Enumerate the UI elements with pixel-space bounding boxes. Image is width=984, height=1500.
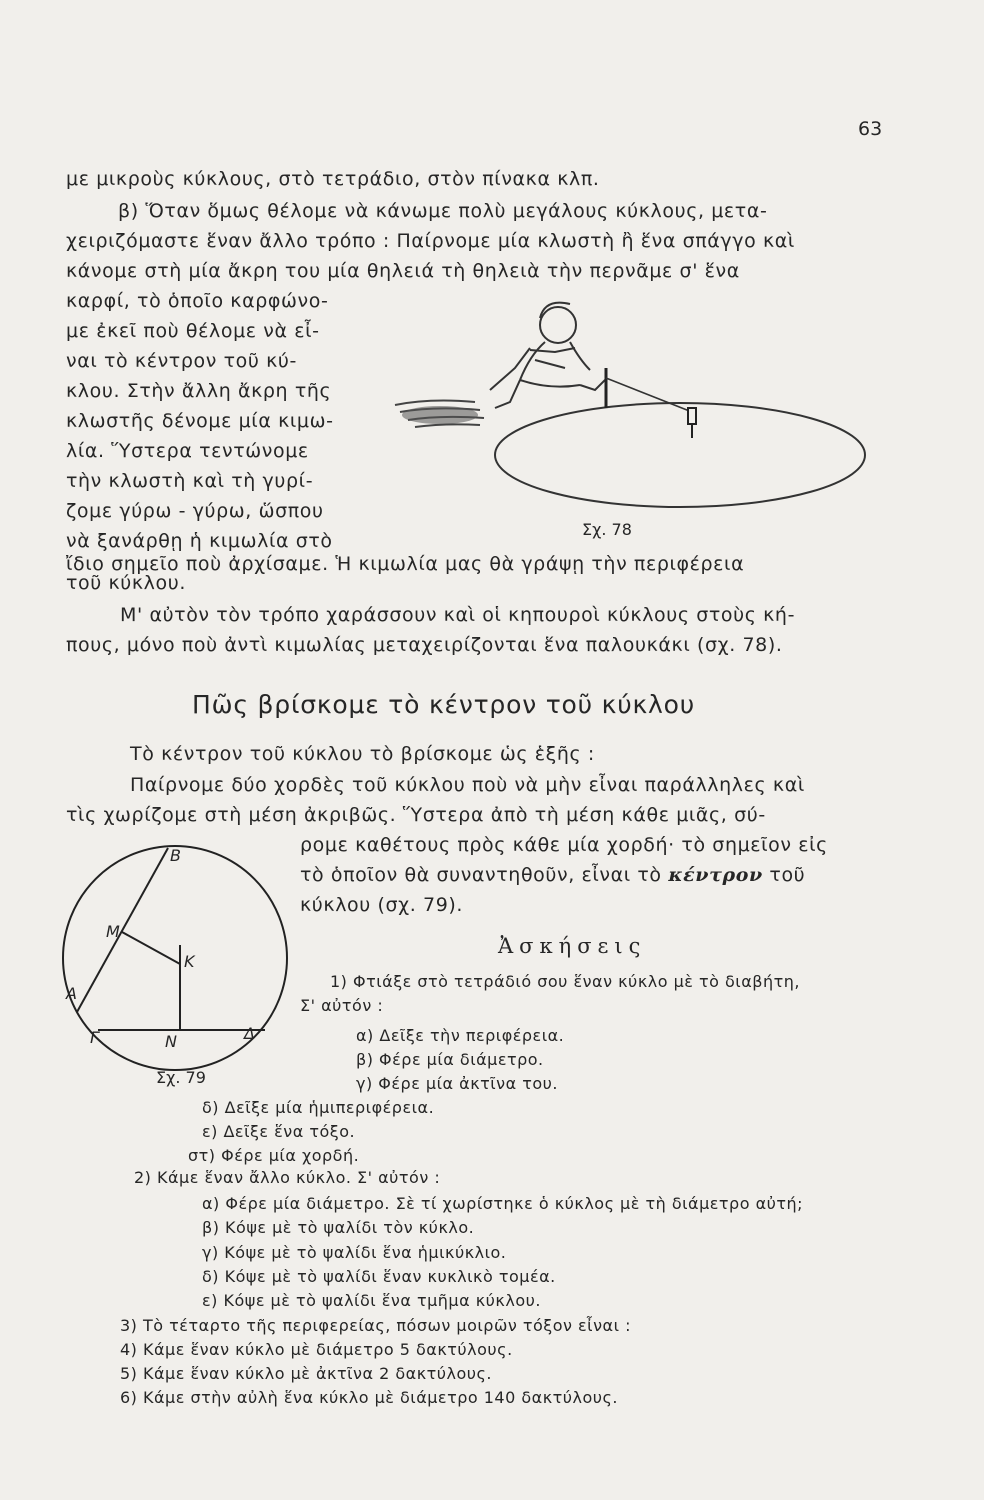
ground-circle: [495, 403, 865, 507]
exercise-4: 4) Κάμε ἕναν κύκλο μὲ διάμετρο 5 δακτύλους.: [120, 1340, 513, 1359]
child-figure: [490, 303, 605, 408]
exercise-1-item: β) Φέρε μία διάμετρο.: [356, 1050, 544, 1069]
label-d: Δ: [244, 1024, 255, 1043]
label-a: A: [66, 984, 77, 1003]
para-b-narrow-line: καρφί, τὸ ὁποῖο καρφώνο-: [66, 290, 329, 312]
exercise-5: 5) Κάμε ἕναν κύκλο μὲ ἀκτῖνα 2 δακτύλους.: [120, 1364, 492, 1383]
exercise-2-item: α) Φέρε μία διάμετρο. Σὲ τί χωρίστηκε ὁ κύκλος μὲ τὴ διάμετρο αὐτή;: [202, 1194, 804, 1213]
label-m: M: [106, 922, 120, 941]
para-b-line-2: χειριζόμαστε ἕναν ἄλλο τρόπο : Παίρνομε μία κλωστὴ ἢ ἕνα σπάγγο καὶ: [66, 230, 795, 252]
exercise-1-item: στ) Φέρε μία χορδή.: [188, 1146, 360, 1165]
center-para-line-6: κύκλου (σχ. 79).: [300, 894, 464, 916]
exercise-1-item: γ) Φέρε μία ἀκτῖνα του.: [356, 1074, 559, 1093]
center-term: κέντρον: [668, 864, 763, 886]
center-para-line-5: [300, 864, 805, 886]
page-number: 63: [858, 118, 883, 140]
para-b-narrow-line: νὰ ξανάρθῃ ἡ κιμωλία στὸ: [66, 530, 333, 552]
label-b: B: [170, 846, 181, 865]
continuation-line: με μικροὺς κύκλους, στὸ τετράδιο, στὸν πίνακα κλπ.: [66, 168, 600, 190]
figure-79-caption: Σχ. 79: [156, 1068, 206, 1087]
center-para-line-1: Τὸ κέντρον τοῦ κύκλου τὸ βρίσκομε ὡς ἑξῆς :: [130, 743, 595, 765]
perpendicular-m: [122, 932, 180, 964]
center-para-line-2: Παίρνομε δύο χορδὲς τοῦ κύκλου ποὺ νὰ μὴν εἶναι παράλληλες καὶ: [130, 774, 805, 796]
exercise-2-item: γ) Κόψε μὲ τὸ ψαλίδι ἕνα ἡμικύκλιο.: [202, 1243, 507, 1262]
chord-ab: [77, 848, 168, 1012]
shadow-blob: [402, 406, 478, 424]
para-b-narrow-line: κλου. Στὴν ἄλλη ἄκρη τῆς: [66, 380, 332, 402]
para-m-line-2: πους, μόνο ποὺ ἀντὶ κιμωλίας μεταχειρίζονται ἕνα παλουκάκι (σχ. 78).: [66, 634, 783, 656]
center-para-line-5-post: τοῦ: [769, 864, 806, 886]
exercise-2-item: β) Κόψε μὲ τὸ ψαλίδι τὸν κύκλο.: [202, 1218, 475, 1237]
para-b-narrow-line: ναι τὸ κέντρον τοῦ κύ-: [66, 350, 297, 372]
para-b-line-3: κάνομε στὴ μία ἄκρη του μία θηλειά τὴ θηλειὰ τὴν περνᾶμε σ' ἕνα: [66, 260, 740, 282]
exercise-2-item: δ) Κόψε μὲ τὸ ψαλίδι ἕναν κυκλικὸ τομέα.: [202, 1267, 556, 1286]
string-line: [606, 378, 692, 412]
exercise-1-intro-2: Σ' αὐτόν :: [300, 996, 384, 1015]
para-b-narrow-line: ζομε γύρω - γύρω, ὥσπου: [66, 500, 324, 522]
para-b-line-1: β) Ὅταν ὅμως θέλομε νὰ κάνωμε πολὺ μεγάλους κύκλους, μετα-: [118, 200, 768, 222]
section-heading: Πῶς βρίσκομε τὸ κέντρον τοῦ κύκλου: [192, 690, 695, 719]
para-b-after-line-2: τοῦ κύκλου.: [66, 572, 186, 594]
exercise-1-intro: 1) Φτιάξε στὸ τετράδιό σου ἕναν κύκλο μὲ τὸ διαβήτη,: [330, 972, 800, 991]
center-para-line-5-pre: τὸ ὁποῖον θὰ συναντηθοῦν, εἶναι τὸ: [300, 864, 662, 886]
center-para-line-3: τὶς χωρίζομε στὴ μέση ἀκριβῶς. Ὕστερα ἀπὸ τὴ μέση κάθε μιᾶς, σύ-: [66, 804, 766, 826]
exercise-6: 6) Κάμε στὴν αὐλὴ ἕνα κύκλο μὲ διάμετρο 140 δακτύλους.: [120, 1388, 619, 1407]
figure-78-caption: Σχ. 78: [582, 520, 632, 539]
center-para-line-4: ρομε καθέτους πρὸς κάθε μία χορδή· τὸ σημεῖον εἰς: [300, 834, 828, 856]
chalk-peg: [688, 408, 696, 438]
exercises-title: Ἀσκήσεις: [498, 934, 647, 958]
label-n: N: [165, 1032, 177, 1051]
para-b-narrow-line: με ἐκεῖ ποὺ θέλομε νὰ εἶ-: [66, 320, 320, 342]
para-b-after-line-1: ἴδιο σημεῖο ποὺ ἀρχίσαμε. Ἡ κιμωλία μας θὰ γράψῃ τὴν περιφέρεια: [66, 553, 745, 575]
label-g: Γ: [90, 1028, 99, 1047]
para-b-narrow-line: τὴν κλωστὴ καὶ τὴ γυρί-: [66, 470, 314, 492]
exercise-1-item: α) Δεῖξε τὴν περιφέρεια.: [356, 1026, 565, 1045]
figure-78-illustration: [380, 290, 890, 530]
para-m-line-1: Μ' αὐτὸν τὸν τρόπο χαράσσουν καὶ οἱ κηπουροὶ κύκλους στοὺς κή-: [120, 604, 796, 626]
para-b-narrow-line: κλωστῆς δένομε μία κιμω-: [66, 410, 334, 432]
label-k: K: [184, 952, 195, 971]
exercise-3: 3) Τὸ τέταρτο τῆς περιφερείας, πόσων μοιρῶν τόξον εἶναι :: [120, 1316, 631, 1335]
exercise-1-item: δ) Δεῖξε μία ἡμιπεριφέρεια.: [202, 1098, 435, 1117]
exercise-2-intro: 2) Κάμε ἕναν ἄλλο κύκλο. Σ' αὐτόν :: [134, 1168, 441, 1187]
exercise-1-item: ε) Δεῖξε ἕνα τόξο.: [202, 1122, 356, 1141]
exercise-2-item: ε) Κόψε μὲ τὸ ψαλίδι ἕνα τμῆμα κύκλου.: [202, 1291, 541, 1310]
para-b-narrow-line: λία. Ὕστερα τεντώνομε: [66, 440, 309, 462]
